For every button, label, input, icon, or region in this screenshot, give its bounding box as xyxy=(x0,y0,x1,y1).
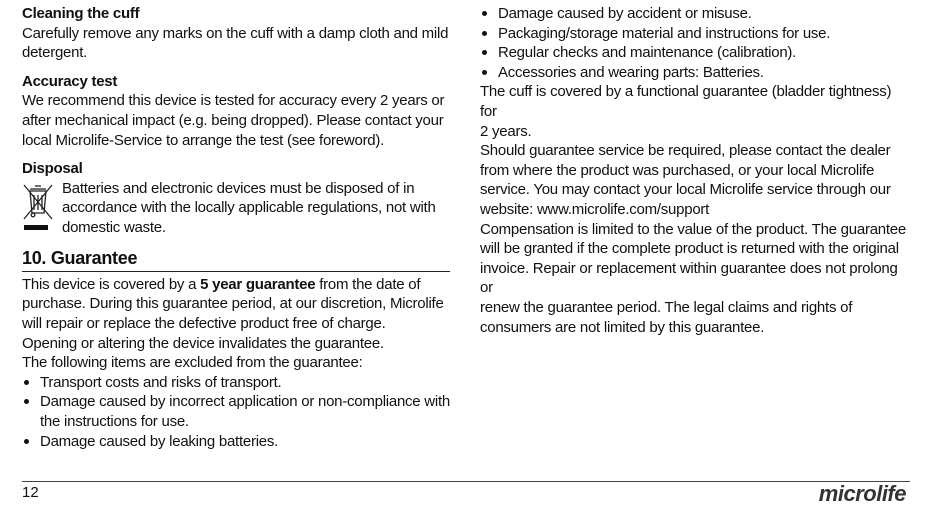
cleaning-line-1: Carefully remove any marks on the cuff with a damp cloth and mild xyxy=(22,24,449,42)
list-item: Regular checks and maintenance (calibration). xyxy=(480,43,910,63)
disposal-line-3: domestic waste. xyxy=(62,218,166,236)
right-line-4: from where the product was purchased, or your local Microlife xyxy=(480,161,875,179)
cleaning-heading: Cleaning the cuff xyxy=(22,5,140,22)
disposal-heading: Disposal xyxy=(22,160,83,178)
right-line-7: Compensation is limited to the value of the product. The guarantee xyxy=(480,220,906,238)
list-item: Accessories and wearing parts: Batteries. xyxy=(480,63,910,83)
right-line-2: 2 years. xyxy=(480,122,532,140)
spacer xyxy=(22,63,450,72)
accuracy-line-2: after mechanical impact (e.g. being dropped). Please contact your xyxy=(22,111,444,129)
right-line-1: The cuff is covered by a functional guarantee (bladder tightness) for xyxy=(480,83,892,120)
intro-text-end: from the date of xyxy=(315,275,421,293)
list-item: Transport costs and risks of transport. xyxy=(22,373,450,393)
page-number: 12 xyxy=(22,484,39,501)
disposal-text xyxy=(62,179,450,238)
guarantee-period: 5 year guarantee xyxy=(200,275,316,293)
right-line-9: invoice. Repair or replacement within guarantee does not prolong or xyxy=(480,259,898,297)
guarantee-line-2: will repair or replace the defective product free of charge. xyxy=(22,314,386,332)
list-item: Packaging/storage material and instructions for use. xyxy=(480,24,910,44)
guarantee-line-3: Opening or altering the device invalidates the guarantee. xyxy=(22,334,384,352)
list-item-text: Damage caused by incorrect application or non-compliance with xyxy=(40,393,450,411)
right-line-11: consumers are not limited by this guarantee. xyxy=(480,318,765,336)
disposal-block xyxy=(22,179,450,240)
list-item: Damage caused by accident or misuse. xyxy=(480,4,910,24)
accuracy-heading: Accuracy test xyxy=(22,72,118,90)
exclusions-list-left xyxy=(22,373,450,451)
footer-divider xyxy=(22,481,910,482)
list-item xyxy=(22,392,450,431)
left-column xyxy=(22,4,450,451)
intro-text: This device is covered by a xyxy=(22,275,201,293)
right-line-8: will be granted if the complete product is returned with the original xyxy=(480,240,899,258)
list-item-continuation: the instructions for use. xyxy=(40,412,189,430)
accuracy-line-1: We recommend this device is tested for accuracy every 2 years or xyxy=(22,92,445,110)
guarantee-intro xyxy=(22,275,450,295)
microlife-logo: microlife xyxy=(818,481,906,506)
exclusions-list-right xyxy=(480,4,910,82)
disposal-line-2: accordance with the locally applicable regulations, not with xyxy=(62,199,436,217)
list-item: Damage caused by leaking batteries. xyxy=(22,432,450,452)
spacer xyxy=(22,240,450,247)
crossed-out-wheelie-bin-icon xyxy=(22,179,62,240)
right-line-5: service. You may contact your local Microlife service through our xyxy=(480,181,891,199)
right-line-10: renew the guarantee period. The legal claims and rights of xyxy=(480,298,853,316)
guarantee-line-1: purchase. During this guarantee period, at our discretion, Microlife xyxy=(22,295,444,313)
spacer xyxy=(22,150,450,159)
guarantee-section-title: 10. Guarantee xyxy=(22,247,450,272)
right-line-3: Should guarantee service be required, please contact the dealer xyxy=(480,142,891,160)
support-website: website: www.microlife.com/support xyxy=(480,200,710,218)
cleaning-line-2: detergent. xyxy=(22,44,88,62)
right-column xyxy=(480,4,910,337)
disposal-line-1: Batteries and electronic devices must be disposed of in xyxy=(62,179,415,197)
accuracy-line-3: local Microlife-Service to arrange the test (see foreword). xyxy=(22,131,385,149)
guarantee-line-4: The following items are excluded from the guarantee: xyxy=(22,354,363,372)
